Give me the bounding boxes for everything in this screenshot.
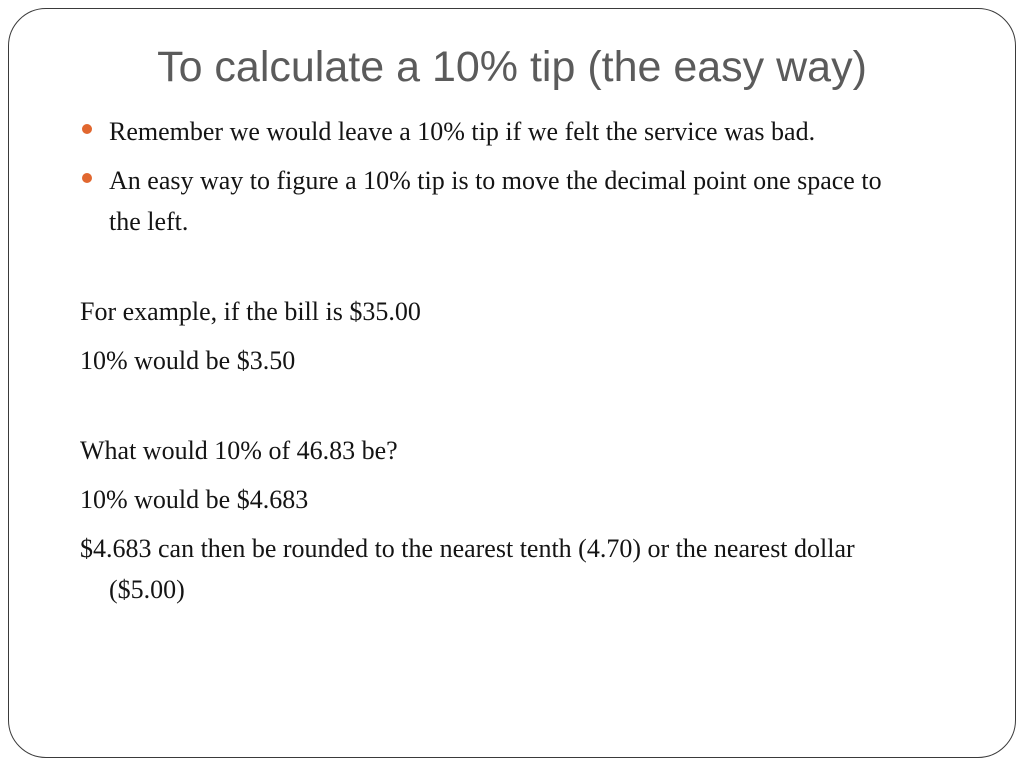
slide-content: [80, 111, 900, 618]
answer-line: 10% would be $4.683: [80, 485, 309, 514]
bullet-dot-icon: [82, 124, 92, 134]
question-line: What would 10% of 46.83 be?: [80, 436, 398, 465]
bullet-dot-icon: [82, 173, 92, 183]
bullet-text: An easy way to figure a 10% tip is to move the decimal point one space to the left.: [109, 166, 882, 236]
bullet-text: Remember we would leave a 10% tip if we felt the service was bad.: [109, 117, 816, 146]
rounding-line: $4.683 can then be rounded to the nearest tenth (4.70) or the nearest dollar ($5.00): [80, 534, 855, 604]
bullet-item: [80, 160, 900, 242]
bullet-item: [80, 111, 900, 152]
spacer: [80, 250, 900, 291]
bullet-list: [80, 111, 900, 242]
spacer: [80, 389, 900, 430]
example-line: 10% would be $3.50: [80, 346, 296, 375]
slide-title: To calculate a 10% tip (the easy way): [157, 43, 867, 91]
example-line: For example, if the bill is $35.00: [80, 297, 421, 326]
